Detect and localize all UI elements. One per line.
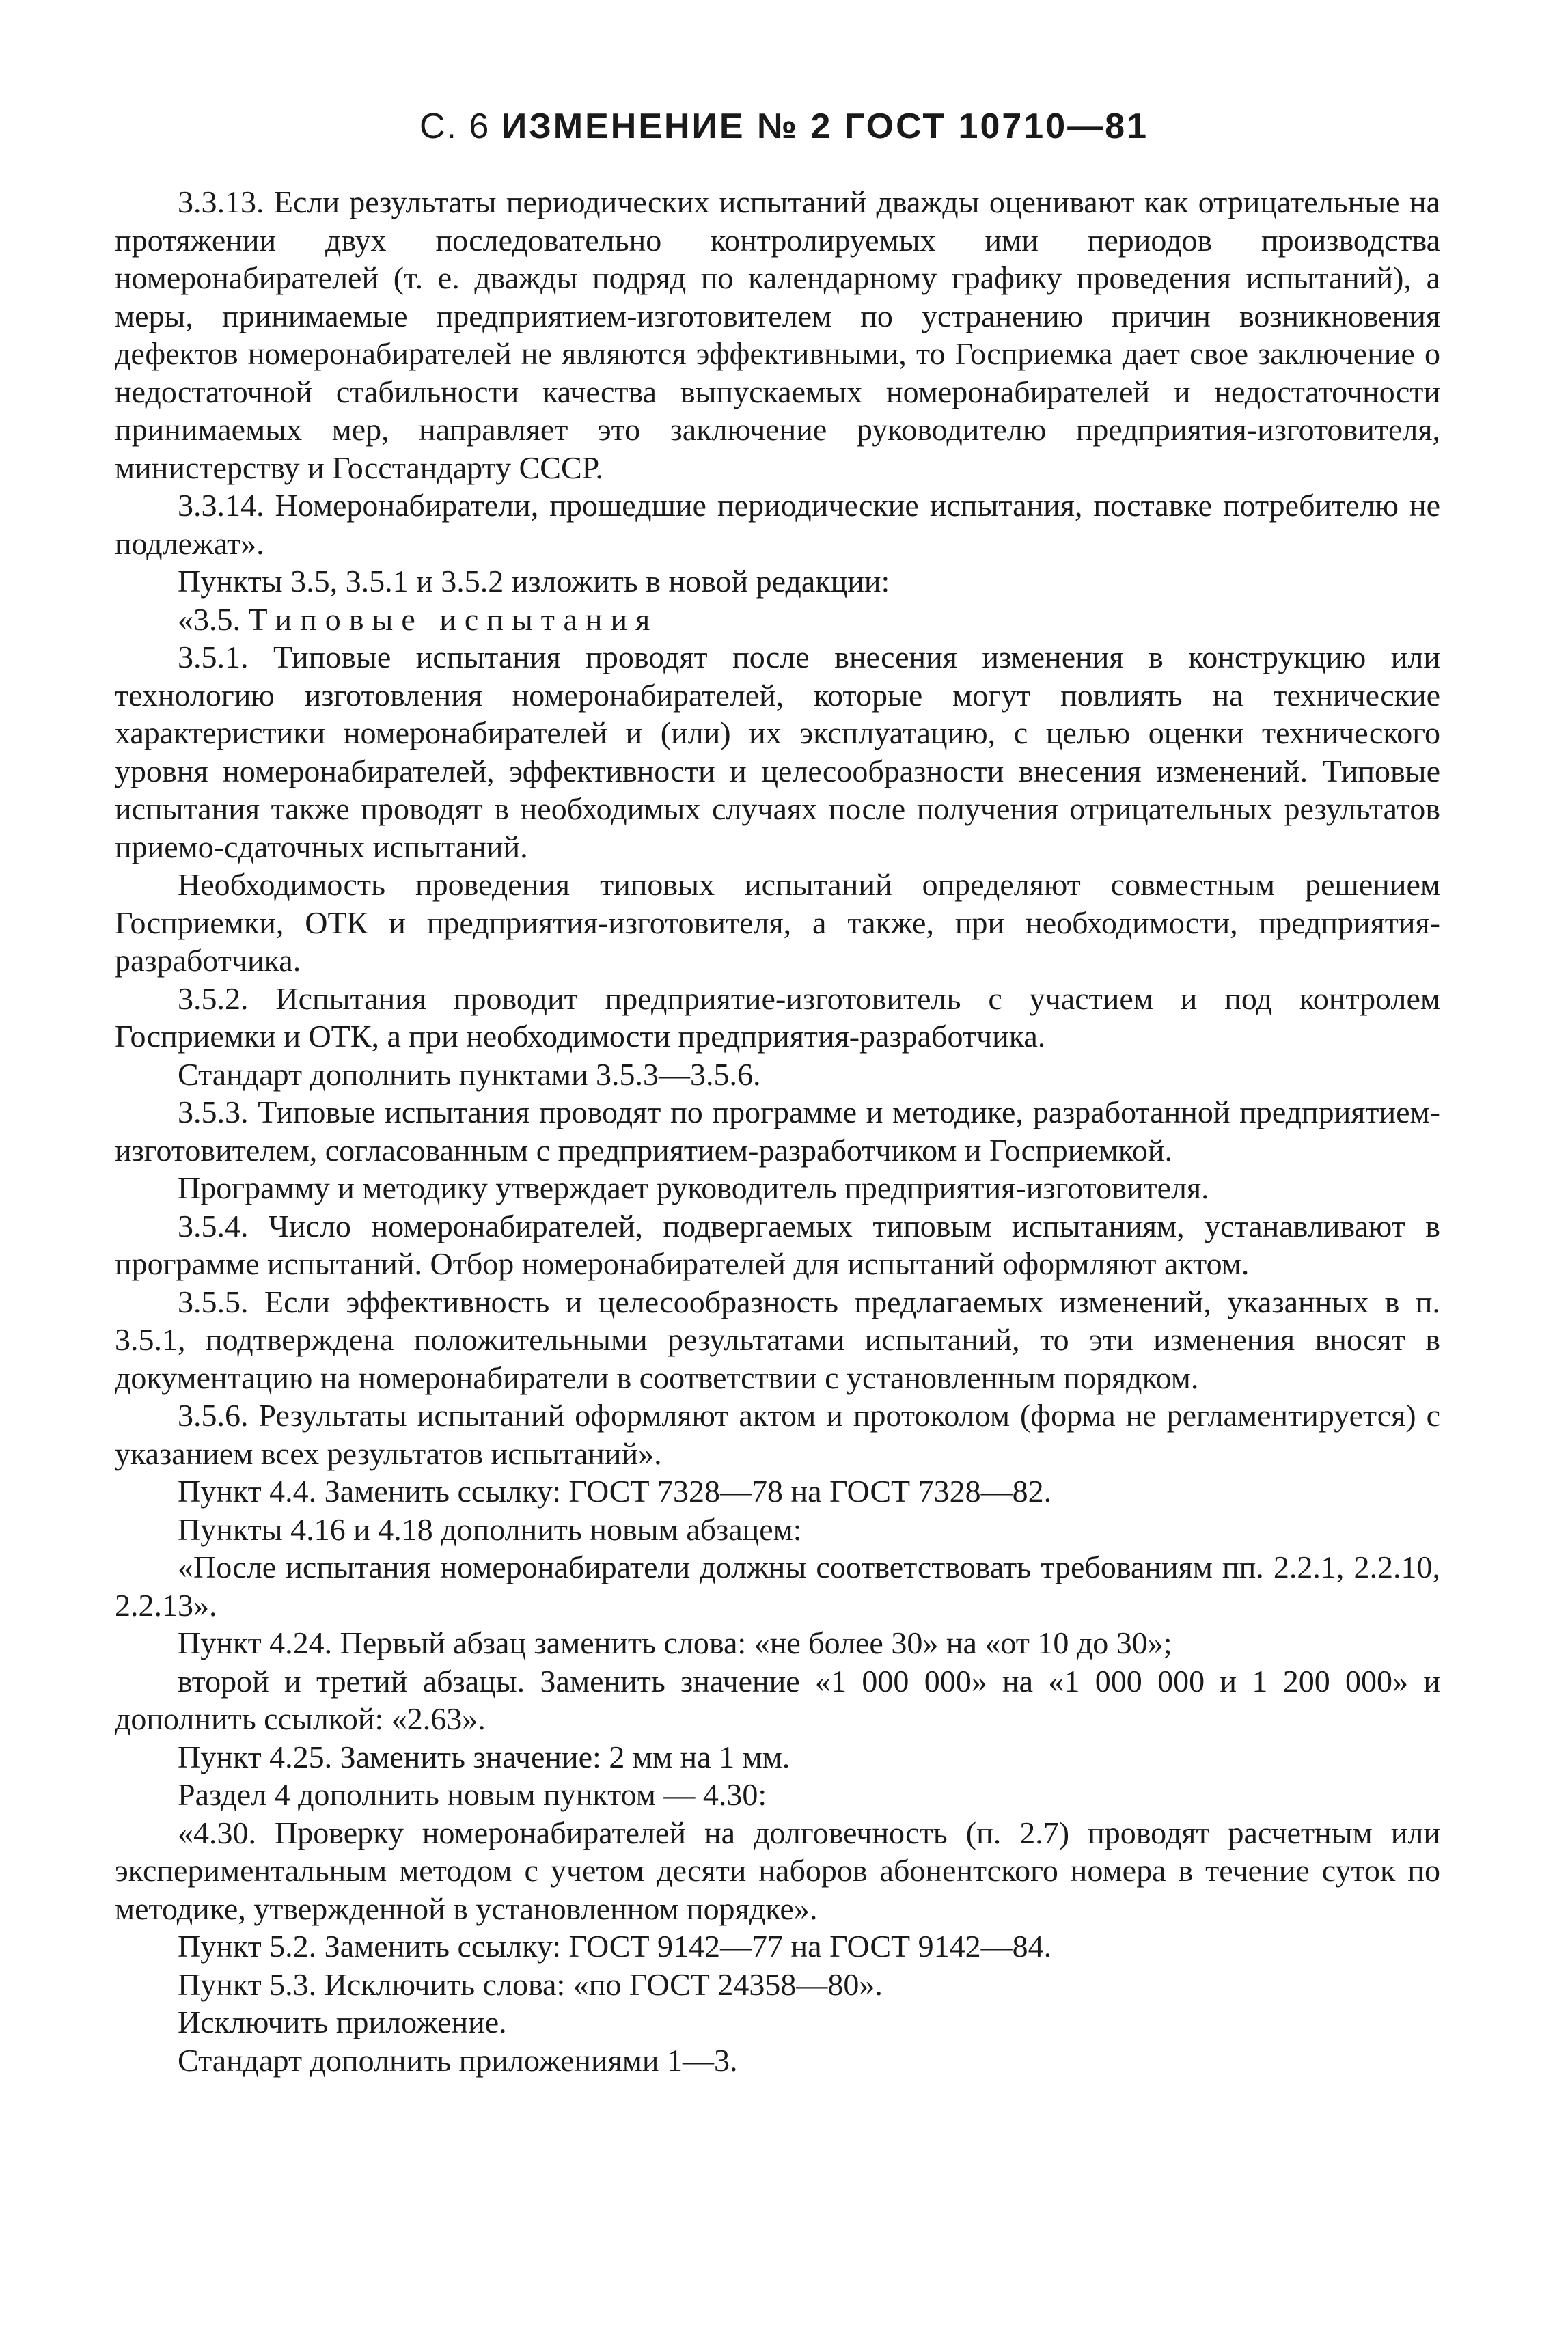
paragraph-after-testing: «После испытания номеронабиратели должны соответствовать требованиям пп. 2.2.1, 2.2.10, 2.2.13». bbox=[115, 1550, 1440, 1623]
paragraph-3-5-5: 3.5.5. Если эффективность и целесообразность предлагаемых изменений, указанных в п. 3.5.1, подтверждена положительными результатами испытаний, то эти изменения вносят в документацию на номеронабиратели в соответствии с установленным порядком. bbox=[115, 1284, 1440, 1395]
page-header bbox=[0, 102, 1568, 150]
paragraph-add-appendices: Стандарт дополнить приложениями 1—3. bbox=[178, 2042, 738, 2078]
paragraph-5-2: Пункт 5.2. Заменить ссылку: ГОСТ 9142—77 на ГОСТ 9142—84. bbox=[178, 1929, 1052, 1964]
document-body bbox=[115, 183, 1440, 2079]
paragraph-4-4: Пункт 4.4. Заменить ссылку: ГОСТ 7328—78 на ГОСТ 7328—82. bbox=[178, 1474, 1052, 1509]
paragraph-4-16-4-18: Пункты 4.16 и 4.18 дополнить новым абзацем: bbox=[178, 1511, 802, 1547]
paragraph-5-3: Пункт 5.3. Исключить слова: «по ГОСТ 24358—80». bbox=[178, 1966, 883, 2002]
paragraph-3-5-1: 3.5.1. Типовые испытания проводят после внесения изменения в конструкцию или технологию изготовления номеронабирателей, которые могут повлиять на технические характеристики номеронабирателей и (или) их эксплуатацию, с целью оценки технического уровня номеронабирателей, эффективности и целесообразности внесения изменений. Типовые испытания также проводят в необходимых случаях после получения отрицательных результатов приемо-сдаточных испытаний. bbox=[115, 640, 1440, 864]
paragraph-3-3-14: 3.3.14. Номеронабиратели, прошедшие периодические испытания, поставке потребителю не подлежат». bbox=[115, 488, 1440, 561]
paragraph-section-4: Раздел 4 дополнить новым пунктом — 4.30: bbox=[178, 1777, 767, 1812]
paragraph-4-30: «4.30. Проверку номеронабирателей на долговечность (п. 2.7) проводят расчетным или экспериментальным методом с учетом десяти наборов абонентского номера в течение суток по методике, утвержденной в установленном порядке». bbox=[115, 1815, 1440, 1926]
paragraph-necessity: Необходимость проведения типовых испытаний определяют совместным решением Госприемки, ОТК и предприятия-изготовителя, а также, при необходимости, предприятия-разработчика. bbox=[115, 867, 1440, 978]
paragraph-remove-appendix: Исключить приложение. bbox=[178, 2005, 507, 2039]
page-number-label: С. 6 bbox=[419, 107, 491, 146]
paragraph-3-5-6: 3.5.6. Результаты испытаний оформляют актом и протоколом (форма не регламентируется) с указанием всех результатов испытаний». bbox=[115, 1398, 1440, 1471]
paragraph-4-24: Пункт 4.24. Первый абзац заменить слова: «не более 30» на «от 10 до 30»; bbox=[178, 1625, 1172, 1660]
paragraph-3-5-3: 3.5.3. Типовые испытания проводят по программе и методике, разработанной предприятием-изготовителем, согласованным с предприятием-разработчиком и Госприемкой. bbox=[115, 1095, 1440, 1168]
paragraph-amend-3-5: Пункты 3.5, 3.5.1 и 3.5.2 изложить в новой редакции: bbox=[178, 564, 890, 599]
paragraph-second-third: второй и третий абзацы. Заменить значение «1 000 000» на «1 000 000 и 1 200 000» и дополнить ссылкой: «2.63». bbox=[115, 1663, 1440, 1736]
paragraph-3-5-4: 3.5.4. Число номеронабирателей, подвергаемых типовым испытаниям, устанавливают в программе испытаний. Отбор номеронабирателей для испытаний оформляют актом. bbox=[115, 1208, 1440, 1281]
document-title: ИЗМЕНЕНИЕ № 2 ГОСТ 10710—81 bbox=[501, 107, 1149, 146]
paragraph-3-5-2: 3.5.2. Испытания проводит предприятие-изготовитель с участием и под контролем Госприемки и ОТК, а при необходимости предприятия-разработчика. bbox=[115, 980, 1440, 1054]
paragraph-add-points: Стандарт дополнить пунктами 3.5.3—3.5.6. bbox=[178, 1056, 761, 1092]
paragraph-3-3-13: 3.3.13. Если результаты периодических испытаний дважды оценивают как отрицательные на протяжении двух последовательно контролируемых ими периодов производства номеронабирателей (т. е. дважды подряд по календарному графику проведения испытаний), а меры, принимаемые предприятием-изготовителем по устранению причин возникновения дефектов номеронабирателей не являются эффективными, то Госприемка дает свое заключение о недостаточной стабильности качества выпускаемых номеронабирателей и недостаточности принимаемых мер, направляет это заключение руководителю предприятия-изготовителя, министерству и Госстандарту СССР. bbox=[115, 184, 1440, 485]
paragraph-4-25: Пункт 4.25. Заменить значение: 2 мм на 1 мм. bbox=[178, 1739, 790, 1774]
section-title: Типовые испытания bbox=[248, 601, 659, 637]
paragraph-program: Программу и методику утверждает руководитель предприятия-изготовителя. bbox=[178, 1170, 1209, 1205]
section-heading-3-5 bbox=[115, 601, 1440, 639]
section-number: «3.5. bbox=[178, 601, 240, 637]
